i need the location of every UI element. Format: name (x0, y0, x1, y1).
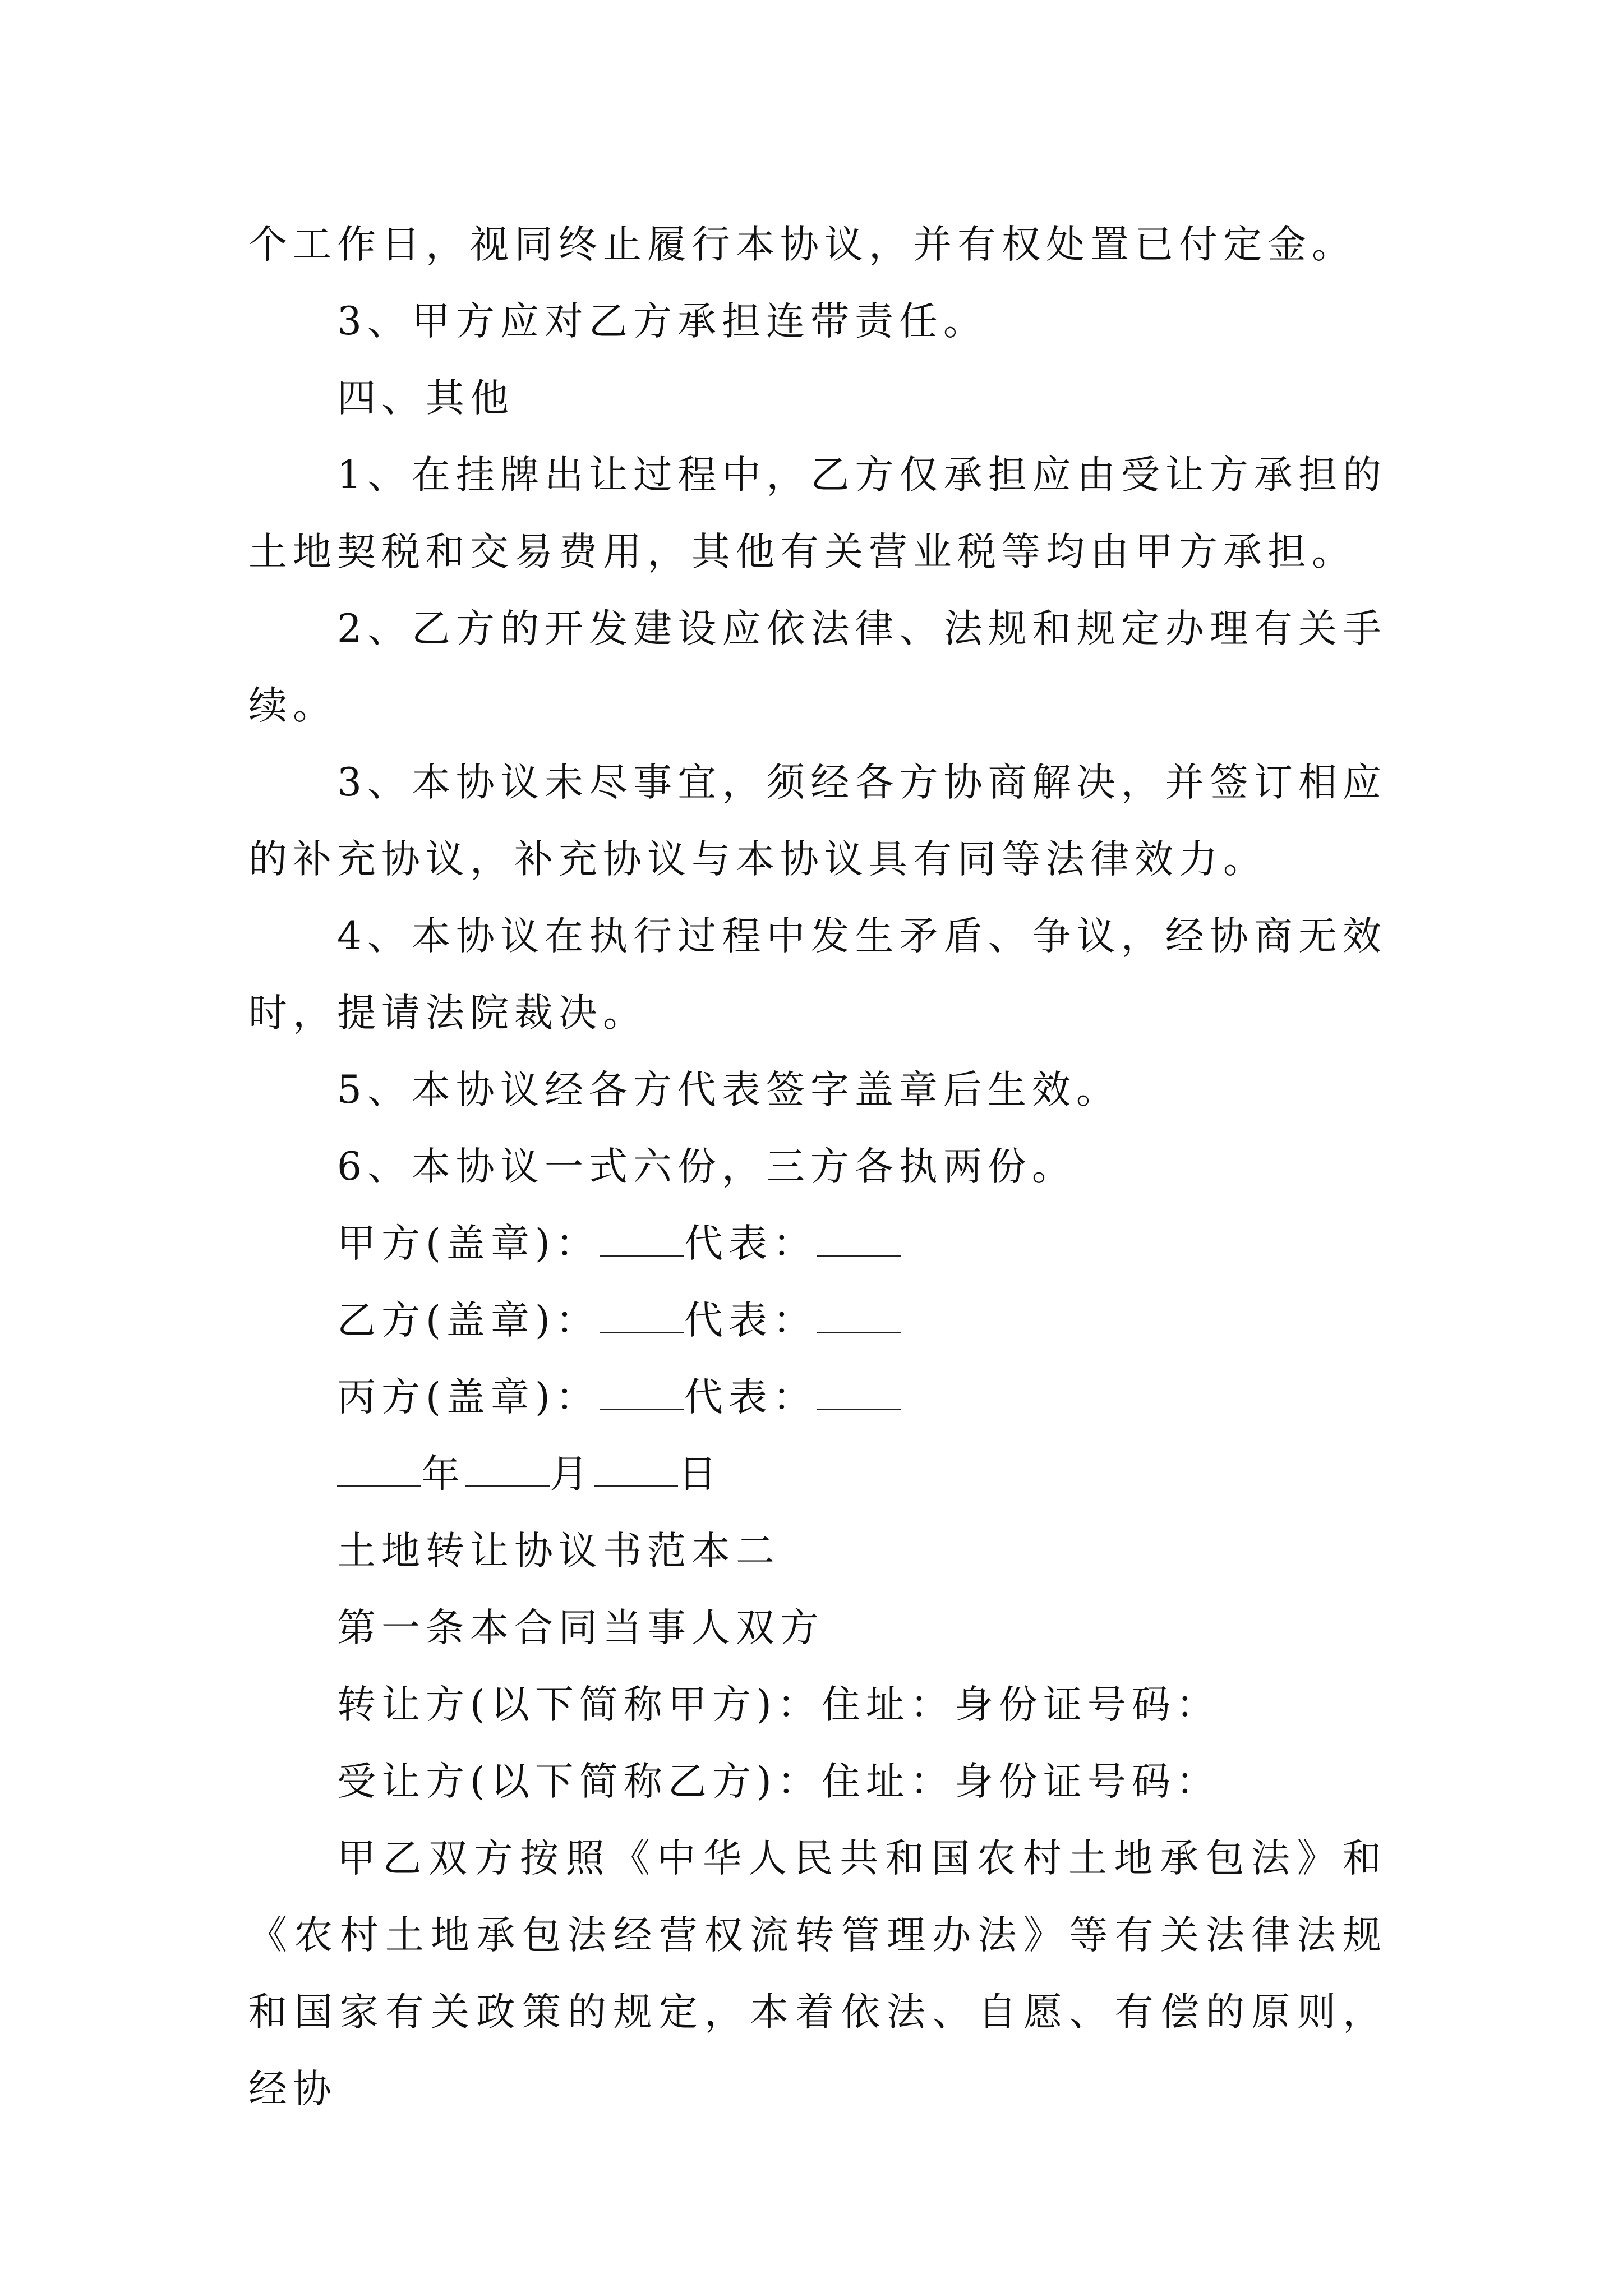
signature-blank (600, 1298, 684, 1333)
signature-blank (600, 1221, 684, 1257)
clause-1: 1、在挂牌出让过程中，乙方仅承担应由受让方承担的土地契税和交易费用，其他有关营业税等均由甲方承担。 (248, 453, 1387, 574)
party-label: 甲方(盖章)： (337, 1221, 600, 1266)
signature-blank (600, 1375, 684, 1410)
rep-label: 代表： (684, 1298, 817, 1343)
section-title: 土地转让协议书范本二 (337, 1529, 780, 1573)
rep-label: 代表： (684, 1375, 817, 1420)
month-label: 月 (550, 1452, 594, 1497)
section-heading-other: 四、其他 (337, 376, 514, 421)
date-blank (594, 1452, 678, 1487)
clause-2: 2、乙方的开发建设应依法律、法规和规定办理有关手续。 (248, 606, 1387, 728)
signature-blank (817, 1298, 901, 1333)
document-body (248, 206, 1387, 2128)
paragraph: 个工作日，视同终止履行本协议，并有权处置已付定金。 (248, 222, 1356, 267)
year-label: 年 (421, 1452, 465, 1497)
party-label: 丙方(盖章)： (337, 1375, 600, 1420)
clause-6: 6、本协议一式六份，三方各执两份。 (337, 1144, 1076, 1189)
paragraph-last: 甲乙双方按照《中华人民共和国农村土地承包法》和《农村土地承包法经营权流转管理办法》等有关法律法规和国家有关政策的规定，本着依法、自愿、有偿的原则，经协 (248, 1836, 1387, 2111)
party-label: 乙方(盖章)： (337, 1298, 600, 1343)
signature-blank (817, 1375, 901, 1410)
signature-line-party-c (248, 1359, 1387, 1436)
transferee-line: 受让方(以下简称乙方)：住址：身份证号码： (337, 1759, 1220, 1804)
clause-4: 4、本协议在执行过程中发生矛盾、争议，经协商无效时，提请法院裁决。 (248, 914, 1387, 1036)
clause-3: 3、甲方应对乙方承担连带责任。 (337, 299, 988, 344)
day-label: 日 (678, 1452, 722, 1497)
date-line (248, 1436, 1387, 1513)
clause-3b: 3、本协议未尽事宜，须经各方协商解决，并签订相应的补充协议，补充协议与本协议具有同等法律效力。 (248, 760, 1387, 882)
date-blank (337, 1452, 421, 1487)
article-1: 第一条本合同当事人双方 (337, 1605, 824, 1650)
rep-label: 代表： (684, 1221, 817, 1266)
transferor-line: 转让方(以下简称甲方)：住址：身份证号码： (337, 1682, 1220, 1727)
signature-blank (817, 1221, 901, 1257)
signature-line-party-a (248, 1205, 1387, 1282)
date-blank (465, 1452, 550, 1487)
signature-line-party-b (248, 1282, 1387, 1359)
clause-5: 5、本协议经各方代表签字盖章后生效。 (337, 1068, 1121, 1112)
